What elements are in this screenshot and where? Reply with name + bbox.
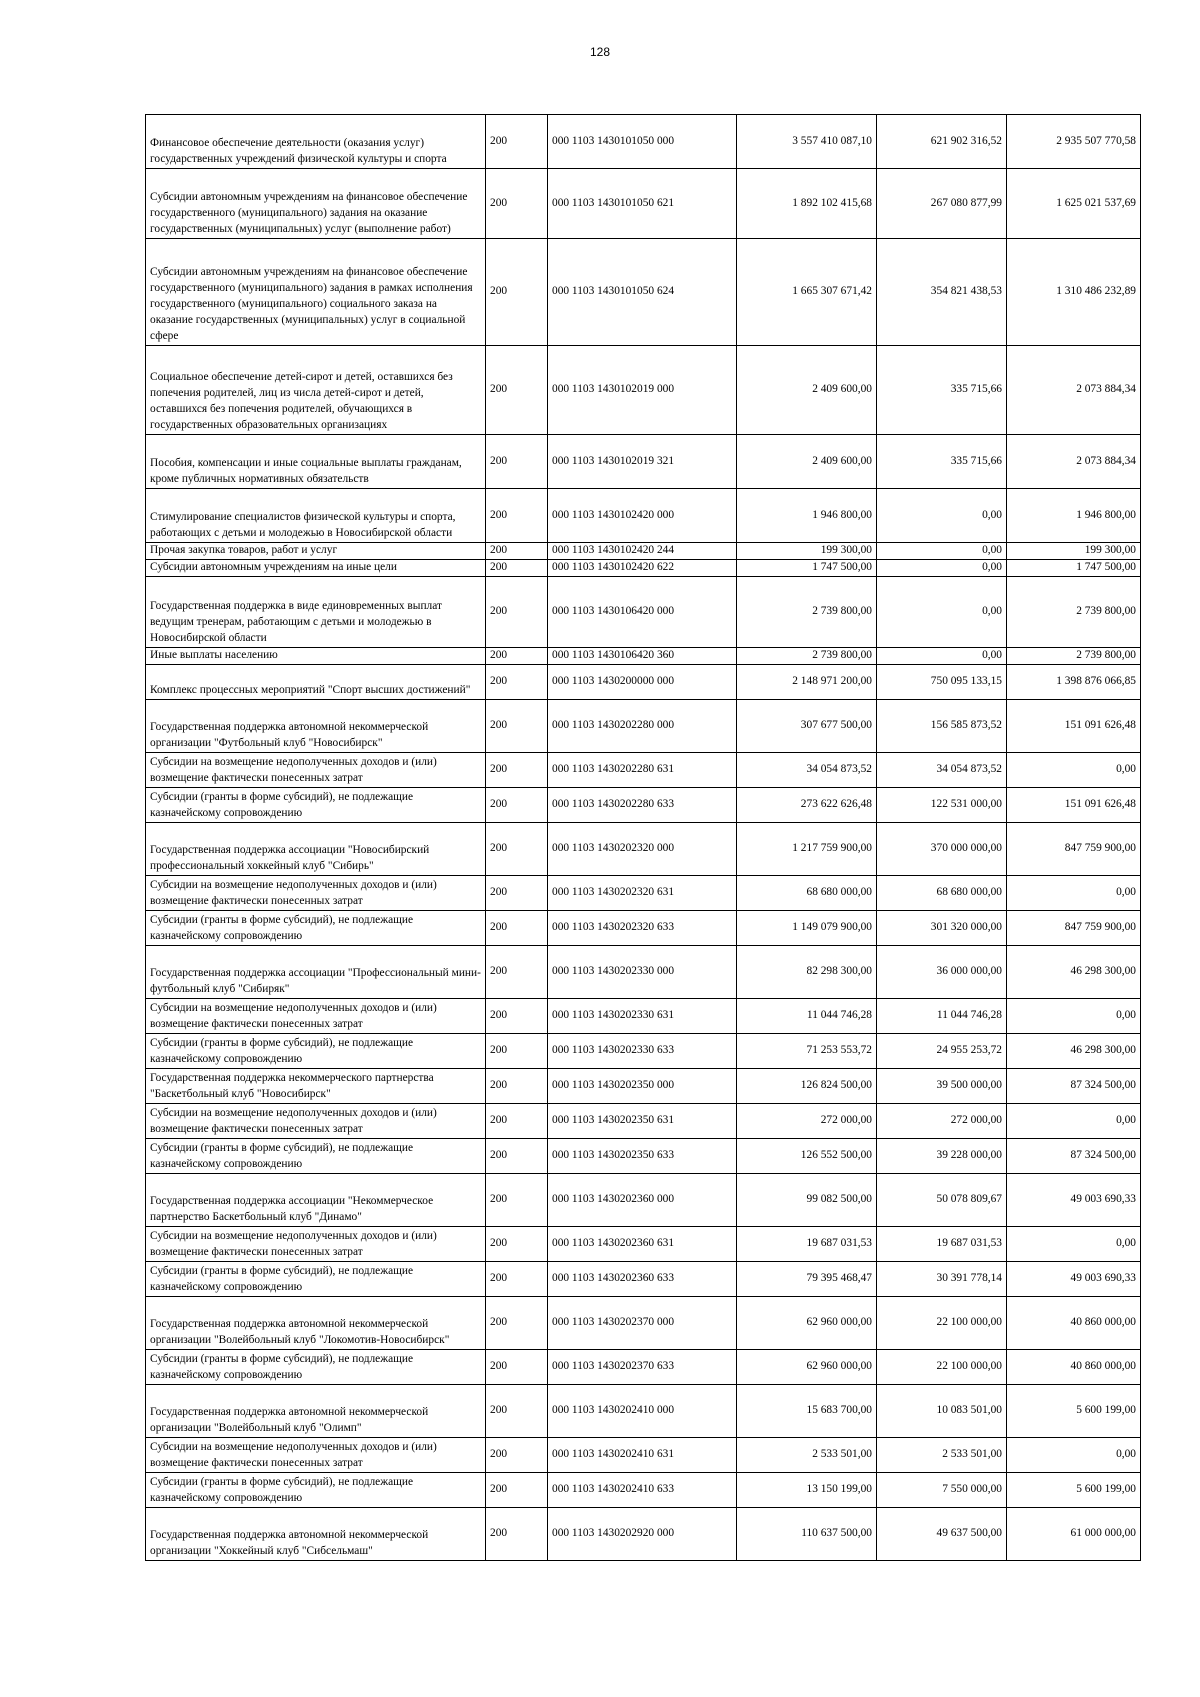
cell-executed-amount: 267 080 877,99 xyxy=(877,169,1007,239)
cell-budget-classification-code: 000 1103 1430102019 000 xyxy=(548,346,737,435)
table-row xyxy=(146,1104,1141,1139)
cell-unexecuted-amount: 2 073 884,34 xyxy=(1007,346,1141,435)
cell-unexecuted-amount: 1 398 876 066,85 xyxy=(1007,665,1141,700)
cell-line-code: 200 xyxy=(486,911,548,946)
cell-line-code: 200 xyxy=(486,1262,548,1297)
cell-approved-amount: 15 683 700,00 xyxy=(737,1385,877,1438)
cell-approved-amount: 110 637 500,00 xyxy=(737,1508,877,1561)
cell-executed-amount: 19 687 031,53 xyxy=(877,1227,1007,1262)
cell-executed-amount: 335 715,66 xyxy=(877,435,1007,489)
cell-executed-amount: 10 083 501,00 xyxy=(877,1385,1007,1438)
cell-approved-amount: 1 217 759 900,00 xyxy=(737,823,877,876)
table-body xyxy=(146,115,1141,1561)
cell-indicator-name: Субсидии на возмещение недополученных доходов и (или) возмещение фактически понесенных затрат xyxy=(146,1104,486,1139)
cell-executed-amount: 22 100 000,00 xyxy=(877,1297,1007,1350)
cell-executed-amount: 0,00 xyxy=(877,489,1007,543)
cell-approved-amount: 2 409 600,00 xyxy=(737,435,877,489)
cell-budget-classification-code: 000 1103 1430102420 000 xyxy=(548,489,737,543)
cell-executed-amount: 34 054 873,52 xyxy=(877,753,1007,788)
cell-unexecuted-amount: 2 073 884,34 xyxy=(1007,435,1141,489)
cell-indicator-name: Государственная поддержка автономной некоммерческой организации "Футбольный клуб "Новосибирск" xyxy=(146,700,486,753)
cell-unexecuted-amount: 0,00 xyxy=(1007,753,1141,788)
cell-executed-amount: 7 550 000,00 xyxy=(877,1473,1007,1508)
cell-budget-classification-code: 000 1103 1430202280 633 xyxy=(548,788,737,823)
table-row xyxy=(146,823,1141,876)
cell-line-code: 200 xyxy=(486,876,548,911)
cell-approved-amount: 1 665 307 671,42 xyxy=(737,239,877,346)
cell-executed-amount: 49 637 500,00 xyxy=(877,1508,1007,1561)
cell-unexecuted-amount: 2 935 507 770,58 xyxy=(1007,115,1141,169)
cell-approved-amount: 79 395 468,47 xyxy=(737,1262,877,1297)
cell-line-code: 200 xyxy=(486,1174,548,1227)
table-row xyxy=(146,489,1141,543)
cell-budget-classification-code: 000 1103 1430202410 631 xyxy=(548,1438,737,1473)
cell-budget-classification-code: 000 1103 1430202330 000 xyxy=(548,946,737,999)
cell-approved-amount: 11 044 746,28 xyxy=(737,999,877,1034)
cell-line-code: 200 xyxy=(486,435,548,489)
cell-indicator-name: Субсидии (гранты в форме субсидий), не подлежащие казначейскому сопровождению xyxy=(146,911,486,946)
cell-indicator-name: Субсидии (гранты в форме субсидий), не подлежащие казначейскому сопровождению xyxy=(146,1262,486,1297)
cell-approved-amount: 3 557 410 087,10 xyxy=(737,115,877,169)
cell-approved-amount: 199 300,00 xyxy=(737,543,877,560)
cell-budget-classification-code: 000 1103 1430202410 633 xyxy=(548,1473,737,1508)
table-row xyxy=(146,665,1141,700)
cell-line-code: 200 xyxy=(486,115,548,169)
cell-line-code: 200 xyxy=(486,1350,548,1385)
cell-approved-amount: 71 253 553,72 xyxy=(737,1034,877,1069)
cell-line-code: 200 xyxy=(486,1508,548,1561)
cell-executed-amount: 335 715,66 xyxy=(877,346,1007,435)
cell-executed-amount: 36 000 000,00 xyxy=(877,946,1007,999)
cell-unexecuted-amount: 151 091 626,48 xyxy=(1007,700,1141,753)
cell-line-code: 200 xyxy=(486,1473,548,1508)
table-row xyxy=(146,1473,1141,1508)
table-row xyxy=(146,1438,1141,1473)
cell-line-code: 200 xyxy=(486,239,548,346)
cell-unexecuted-amount: 2 739 800,00 xyxy=(1007,577,1141,648)
page-number: 128 xyxy=(589,45,611,59)
table-row xyxy=(146,435,1141,489)
cell-line-code: 200 xyxy=(486,1069,548,1104)
cell-indicator-name: Государственная поддержка автономной некоммерческой организации "Волейбольный клуб "Локомотив-Новосибирск" xyxy=(146,1297,486,1350)
cell-indicator-name: Субсидии на возмещение недополученных доходов и (или) возмещение фактически понесенных затрат xyxy=(146,876,486,911)
table-row xyxy=(146,876,1141,911)
cell-unexecuted-amount: 87 324 500,00 xyxy=(1007,1139,1141,1174)
cell-line-code: 200 xyxy=(486,753,548,788)
cell-unexecuted-amount: 1 310 486 232,89 xyxy=(1007,239,1141,346)
cell-budget-classification-code: 000 1103 1430106420 000 xyxy=(548,577,737,648)
cell-executed-amount: 39 228 000,00 xyxy=(877,1139,1007,1174)
table-row xyxy=(146,1139,1141,1174)
cell-line-code: 200 xyxy=(486,823,548,876)
cell-indicator-name: Прочая закупка товаров, работ и услуг xyxy=(146,543,486,560)
cell-unexecuted-amount: 87 324 500,00 xyxy=(1007,1069,1141,1104)
cell-executed-amount: 24 955 253,72 xyxy=(877,1034,1007,1069)
table-row xyxy=(146,1508,1141,1561)
table-row xyxy=(146,577,1141,648)
table-row xyxy=(146,169,1141,239)
cell-budget-classification-code: 000 1103 1430202330 631 xyxy=(548,999,737,1034)
cell-indicator-name: Субсидии (гранты в форме субсидий), не подлежащие казначейскому сопровождению xyxy=(146,1350,486,1385)
cell-approved-amount: 99 082 500,00 xyxy=(737,1174,877,1227)
cell-budget-classification-code: 000 1103 1430106420 360 xyxy=(548,648,737,665)
cell-unexecuted-amount: 46 298 300,00 xyxy=(1007,946,1141,999)
cell-executed-amount: 272 000,00 xyxy=(877,1104,1007,1139)
cell-unexecuted-amount: 0,00 xyxy=(1007,1227,1141,1262)
cell-approved-amount: 307 677 500,00 xyxy=(737,700,877,753)
table-row xyxy=(146,346,1141,435)
cell-unexecuted-amount: 40 860 000,00 xyxy=(1007,1297,1141,1350)
cell-budget-classification-code: 000 1103 1430101050 621 xyxy=(548,169,737,239)
cell-indicator-name: Субсидии автономным учреждениям на финансовое обеспечение государственного (муниципального) задания в рамках исполнения государственного (муниципального) социального заказа на оказание государственных (муниципальных) услуг в социальной сфере xyxy=(146,239,486,346)
cell-unexecuted-amount: 0,00 xyxy=(1007,1438,1141,1473)
cell-approved-amount: 1 149 079 900,00 xyxy=(737,911,877,946)
table-row xyxy=(146,543,1141,560)
cell-approved-amount: 62 960 000,00 xyxy=(737,1350,877,1385)
table-row xyxy=(146,1227,1141,1262)
cell-line-code: 200 xyxy=(486,1104,548,1139)
cell-approved-amount: 68 680 000,00 xyxy=(737,876,877,911)
cell-indicator-name: Государственная поддержка ассоциации "Профессиональный мини-футбольный клуб "Сибиряк" xyxy=(146,946,486,999)
cell-line-code: 200 xyxy=(486,346,548,435)
cell-unexecuted-amount: 5 600 199,00 xyxy=(1007,1385,1141,1438)
cell-executed-amount: 156 585 873,52 xyxy=(877,700,1007,753)
cell-executed-amount: 2 533 501,00 xyxy=(877,1438,1007,1473)
cell-budget-classification-code: 000 1103 1430202410 000 xyxy=(548,1385,737,1438)
cell-unexecuted-amount: 2 739 800,00 xyxy=(1007,648,1141,665)
cell-executed-amount: 0,00 xyxy=(877,543,1007,560)
cell-approved-amount: 1 747 500,00 xyxy=(737,560,877,577)
cell-budget-classification-code: 000 1103 1430202320 631 xyxy=(548,876,737,911)
cell-approved-amount: 2 148 971 200,00 xyxy=(737,665,877,700)
table-row xyxy=(146,999,1141,1034)
cell-budget-classification-code: 000 1103 1430202370 633 xyxy=(548,1350,737,1385)
cell-line-code: 200 xyxy=(486,700,548,753)
cell-indicator-name: Субсидии (гранты в форме субсидий), не подлежащие казначейскому сопровождению xyxy=(146,788,486,823)
cell-approved-amount: 126 824 500,00 xyxy=(737,1069,877,1104)
cell-executed-amount: 301 320 000,00 xyxy=(877,911,1007,946)
cell-indicator-name: Субсидии (гранты в форме субсидий), не подлежащие казначейскому сопровождению xyxy=(146,1473,486,1508)
cell-indicator-name: Субсидии автономным учреждениям на финансовое обеспечение государственного (муниципального) задания на оказание государственных (муниципальных) услуг (выполнение работ) xyxy=(146,169,486,239)
cell-unexecuted-amount: 1 747 500,00 xyxy=(1007,560,1141,577)
cell-line-code: 200 xyxy=(486,1385,548,1438)
cell-indicator-name: Финансовое обеспечение деятельности (оказания услуг) государственных учреждений физической культуры и спорта xyxy=(146,115,486,169)
cell-executed-amount: 122 531 000,00 xyxy=(877,788,1007,823)
table-row xyxy=(146,1350,1141,1385)
cell-budget-classification-code: 000 1103 1430102420 244 xyxy=(548,543,737,560)
cell-approved-amount: 272 000,00 xyxy=(737,1104,877,1139)
cell-indicator-name: Субсидии на возмещение недополученных доходов и (или) возмещение фактически понесенных затрат xyxy=(146,1227,486,1262)
cell-unexecuted-amount: 49 003 690,33 xyxy=(1007,1262,1141,1297)
cell-budget-classification-code: 000 1103 1430202320 000 xyxy=(548,823,737,876)
cell-executed-amount: 50 078 809,67 xyxy=(877,1174,1007,1227)
cell-approved-amount: 2 739 800,00 xyxy=(737,577,877,648)
cell-executed-amount: 68 680 000,00 xyxy=(877,876,1007,911)
cell-indicator-name: Субсидии (гранты в форме субсидий), не подлежащие казначейскому сопровождению xyxy=(146,1139,486,1174)
table-row xyxy=(146,911,1141,946)
cell-unexecuted-amount: 151 091 626,48 xyxy=(1007,788,1141,823)
table-row xyxy=(146,1385,1141,1438)
cell-approved-amount: 2 533 501,00 xyxy=(737,1438,877,1473)
cell-indicator-name: Пособия, компенсации и иные социальные выплаты гражданам, кроме публичных нормативных обязательств xyxy=(146,435,486,489)
cell-indicator-name: Субсидии на возмещение недополученных доходов и (или) возмещение фактически понесенных затрат xyxy=(146,1438,486,1473)
cell-budget-classification-code: 000 1103 1430202280 000 xyxy=(548,700,737,753)
cell-indicator-name: Субсидии (гранты в форме субсидий), не подлежащие казначейскому сопровождению xyxy=(146,1034,486,1069)
cell-unexecuted-amount: 0,00 xyxy=(1007,1104,1141,1139)
cell-budget-classification-code: 000 1103 1430202330 633 xyxy=(548,1034,737,1069)
cell-approved-amount: 1 892 102 415,68 xyxy=(737,169,877,239)
cell-indicator-name: Субсидии на возмещение недополученных доходов и (или) возмещение фактически понесенных затрат xyxy=(146,753,486,788)
cell-line-code: 200 xyxy=(486,648,548,665)
cell-indicator-name: Субсидии автономным учреждениям на иные цели xyxy=(146,560,486,577)
cell-unexecuted-amount: 49 003 690,33 xyxy=(1007,1174,1141,1227)
cell-executed-amount: 750 095 133,15 xyxy=(877,665,1007,700)
table-row xyxy=(146,946,1141,999)
cell-line-code: 200 xyxy=(486,1297,548,1350)
cell-executed-amount: 11 044 746,28 xyxy=(877,999,1007,1034)
cell-budget-classification-code: 000 1103 1430200000 000 xyxy=(548,665,737,700)
cell-line-code: 200 xyxy=(486,1438,548,1473)
cell-line-code: 200 xyxy=(486,1227,548,1262)
cell-indicator-name: Социальное обеспечение детей-сирот и детей, оставшихся без попечения родителей, лиц из числа детей-сирот и детей, оставшихся без попечения родителей, обучающихся в государственных образовательных организациях xyxy=(146,346,486,435)
cell-approved-amount: 34 054 873,52 xyxy=(737,753,877,788)
cell-line-code: 200 xyxy=(486,999,548,1034)
table-row xyxy=(146,1174,1141,1227)
cell-line-code: 200 xyxy=(486,665,548,700)
cell-unexecuted-amount: 0,00 xyxy=(1007,999,1141,1034)
cell-indicator-name: Комплекс процессных мероприятий "Спорт высших достижений" xyxy=(146,665,486,700)
cell-executed-amount: 22 100 000,00 xyxy=(877,1350,1007,1385)
cell-indicator-name: Государственная поддержка ассоциации "Некоммерческое партнерство Баскетбольный клуб "Динамо" xyxy=(146,1174,486,1227)
cell-line-code: 200 xyxy=(486,1034,548,1069)
cell-unexecuted-amount: 46 298 300,00 xyxy=(1007,1034,1141,1069)
cell-indicator-name: Субсидии на возмещение недополученных доходов и (или) возмещение фактически понесенных затрат xyxy=(146,999,486,1034)
cell-indicator-name: Иные выплаты населению xyxy=(146,648,486,665)
cell-indicator-name: Государственная поддержка в виде единовременных выплат ведущим тренерам, работающим с детьми и молодежью в Новосибирской области xyxy=(146,577,486,648)
cell-executed-amount: 39 500 000,00 xyxy=(877,1069,1007,1104)
cell-line-code: 200 xyxy=(486,788,548,823)
cell-line-code: 200 xyxy=(486,560,548,577)
cell-budget-classification-code: 000 1103 1430101050 000 xyxy=(548,115,737,169)
cell-indicator-name: Государственная поддержка автономной некоммерческой организации "Хоккейный клуб "Сибсельмаш" xyxy=(146,1508,486,1561)
table-row xyxy=(146,1262,1141,1297)
cell-executed-amount: 0,00 xyxy=(877,648,1007,665)
cell-approved-amount: 2 739 800,00 xyxy=(737,648,877,665)
cell-approved-amount: 82 298 300,00 xyxy=(737,946,877,999)
cell-approved-amount: 2 409 600,00 xyxy=(737,346,877,435)
cell-executed-amount: 30 391 778,14 xyxy=(877,1262,1007,1297)
cell-budget-classification-code: 000 1103 1430102019 321 xyxy=(548,435,737,489)
cell-budget-classification-code: 000 1103 1430202350 000 xyxy=(548,1069,737,1104)
cell-budget-classification-code: 000 1103 1430202320 633 xyxy=(548,911,737,946)
cell-budget-classification-code: 000 1103 1430202280 631 xyxy=(548,753,737,788)
cell-unexecuted-amount: 847 759 900,00 xyxy=(1007,823,1141,876)
cell-unexecuted-amount: 5 600 199,00 xyxy=(1007,1473,1141,1508)
cell-line-code: 200 xyxy=(486,169,548,239)
table-row xyxy=(146,700,1141,753)
cell-unexecuted-amount: 1 946 800,00 xyxy=(1007,489,1141,543)
table-row xyxy=(146,788,1141,823)
table-row xyxy=(146,1069,1141,1104)
cell-line-code: 200 xyxy=(486,489,548,543)
cell-indicator-name: Государственная поддержка некоммерческого партнерства "Баскетбольный клуб "Новосибирск" xyxy=(146,1069,486,1104)
cell-budget-classification-code: 000 1103 1430202360 000 xyxy=(548,1174,737,1227)
cell-budget-classification-code: 000 1103 1430102420 622 xyxy=(548,560,737,577)
table-row xyxy=(146,1297,1141,1350)
cell-executed-amount: 0,00 xyxy=(877,577,1007,648)
cell-unexecuted-amount: 0,00 xyxy=(1007,876,1141,911)
cell-executed-amount: 621 902 316,52 xyxy=(877,115,1007,169)
cell-unexecuted-amount: 199 300,00 xyxy=(1007,543,1141,560)
cell-budget-classification-code: 000 1103 1430202370 000 xyxy=(548,1297,737,1350)
cell-budget-classification-code: 000 1103 1430202360 631 xyxy=(548,1227,737,1262)
cell-executed-amount: 354 821 438,53 xyxy=(877,239,1007,346)
cell-unexecuted-amount: 847 759 900,00 xyxy=(1007,911,1141,946)
cell-line-code: 200 xyxy=(486,1139,548,1174)
table-row xyxy=(146,753,1141,788)
cell-approved-amount: 273 622 626,48 xyxy=(737,788,877,823)
cell-budget-classification-code: 000 1103 1430202360 633 xyxy=(548,1262,737,1297)
cell-executed-amount: 370 000 000,00 xyxy=(877,823,1007,876)
cell-approved-amount: 19 687 031,53 xyxy=(737,1227,877,1262)
cell-approved-amount: 1 946 800,00 xyxy=(737,489,877,543)
cell-line-code: 200 xyxy=(486,946,548,999)
cell-line-code: 200 xyxy=(486,577,548,648)
cell-unexecuted-amount: 61 000 000,00 xyxy=(1007,1508,1141,1561)
cell-indicator-name: Стимулирование специалистов физической культуры и спорта, работающих с детьми и молодежью в Новосибирской области xyxy=(146,489,486,543)
cell-executed-amount: 0,00 xyxy=(877,560,1007,577)
cell-budget-classification-code: 000 1103 1430202350 631 xyxy=(548,1104,737,1139)
cell-unexecuted-amount: 40 860 000,00 xyxy=(1007,1350,1141,1385)
cell-approved-amount: 62 960 000,00 xyxy=(737,1297,877,1350)
table-row xyxy=(146,239,1141,346)
cell-budget-classification-code: 000 1103 1430202920 000 xyxy=(548,1508,737,1561)
cell-indicator-name: Государственная поддержка автономной некоммерческой организации "Волейбольный клуб "Олимп" xyxy=(146,1385,486,1438)
cell-budget-classification-code: 000 1103 1430101050 624 xyxy=(548,239,737,346)
table-row xyxy=(146,560,1141,577)
cell-approved-amount: 126 552 500,00 xyxy=(737,1139,877,1174)
table-row xyxy=(146,115,1141,169)
cell-indicator-name: Государственная поддержка ассоциации "Новосибирский профессиональный хоккейный клуб "Сибирь" xyxy=(146,823,486,876)
table-row xyxy=(146,1034,1141,1069)
cell-budget-classification-code: 000 1103 1430202350 633 xyxy=(548,1139,737,1174)
cell-unexecuted-amount: 1 625 021 537,69 xyxy=(1007,169,1141,239)
table-row xyxy=(146,648,1141,665)
cell-line-code: 200 xyxy=(486,543,548,560)
cell-approved-amount: 13 150 199,00 xyxy=(737,1473,877,1508)
budget-execution-table xyxy=(145,114,1141,1561)
